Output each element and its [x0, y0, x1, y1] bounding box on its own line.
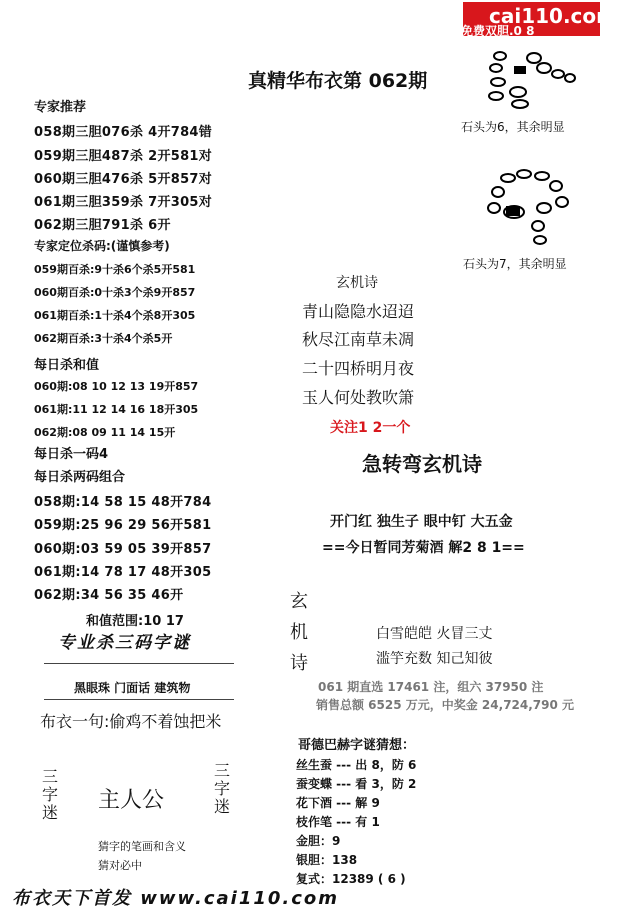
kill-row: 060期百杀:0十杀3个杀9开857 — [34, 286, 196, 299]
sum-heading: 每日杀和值 — [34, 358, 100, 373]
kill-row: 061期百杀:1十杀4个杀8开305 — [34, 309, 196, 322]
gd-row: 丝生蚕 --- 出 8，防 6 — [296, 758, 417, 772]
two-code-row: 059期:25 96 29 56开581 — [34, 518, 212, 533]
stone-caption: 石头为6，其余明显 — [461, 120, 565, 134]
sum-range: 和值范围:10 17 — [86, 614, 184, 629]
expert-row: 062期三胆791杀 6开 — [34, 218, 171, 233]
page-title: 真精华布衣第 062期 — [248, 70, 428, 92]
expert-row: 059期三胆487杀 2开581对 — [34, 149, 213, 164]
logo-site-text: cai110.com — [489, 4, 617, 28]
xuanji-line: 滥竽充数 知己知彼 — [376, 651, 493, 667]
phrase-line: 开门红 独生子 眼中钉 大五金 — [330, 514, 513, 530]
phrase-line: ==今日暂同芳菊酒 解2 8 1== — [322, 540, 525, 556]
poem-line: 二十四桥明月夜 — [302, 359, 415, 378]
pearl-line: 黑眼珠 门面话 建筑物 — [74, 681, 191, 695]
hint-line: 猜对必中 — [98, 859, 142, 872]
three-char-right: 三字迷 — [213, 761, 230, 816]
logo-subtitle: 免费双胆.0 8 — [461, 24, 535, 38]
gd-row: 银胆：138 — [296, 853, 358, 867]
poem-heading: 玄机诗 — [336, 275, 378, 291]
poem-line: 秋尽江南草未凋 — [302, 330, 415, 349]
turn-title: 急转弯玄机诗 — [362, 452, 482, 476]
sum-row: 061期:11 12 14 16 18开305 — [34, 403, 199, 416]
gd-row: 花下酒 --- 解 9 — [296, 796, 380, 810]
divider — [44, 699, 234, 700]
divider — [44, 663, 234, 664]
kill-heading: 专家定位杀码:(谨慎参考) — [34, 239, 170, 253]
kill-row: 059期百杀:9十杀6个杀5开581 — [34, 263, 196, 276]
expert-heading: 专家推荐 — [34, 100, 87, 115]
expert-row: 058期三胆076杀 4开784错 — [34, 125, 213, 140]
poem-line: 青山隐隐水迢迢 — [302, 302, 415, 321]
two-code-row: 061期:14 78 17 48开305 — [34, 565, 212, 580]
two-code-row: 060期:03 59 05 39开857 — [34, 542, 212, 557]
gd-row: 复式：12389 ( 6 ) — [296, 872, 406, 886]
stone-chain-image — [486, 168, 572, 246]
three-char-center: 主人公 — [98, 788, 165, 813]
three-char-left: 三字迷 — [41, 767, 58, 822]
gd-heading: 哥德巴赫字谜猜想： — [298, 738, 416, 753]
two-code-row: 062期:34 56 35 46开 — [34, 588, 184, 603]
two-code-row: 058期:14 58 15 48开784 — [34, 495, 212, 510]
poem-line: 玉人何处教吹箫 — [302, 388, 415, 407]
site-logo — [461, 2, 617, 38]
expert-row: 061期三胆359杀 7开305对 — [34, 195, 213, 210]
xuanji-vertical: 玄机诗 — [290, 591, 308, 674]
two-code-heading: 每日杀两码组合 — [34, 470, 126, 485]
footer-text: 布衣天下首发 www.cai110.com — [12, 888, 340, 909]
expert-row: 060期三胆476杀 5开857对 — [34, 172, 213, 187]
one-code: 每日杀一码4 — [34, 447, 109, 462]
sum-row: 060期:08 10 12 13 19开857 — [34, 380, 199, 393]
xuanji-line: 白雪皑皑 火冒三丈 — [376, 626, 493, 642]
gd-row: 金胆：9 — [296, 834, 341, 848]
gd-row: 蚕变蝶 --- 看 3，防 2 — [296, 777, 417, 791]
sales-line: 销售总额 6525 万元，中奖金 24,724,790 元 — [316, 698, 575, 712]
riddle-title: 专业杀三码字谜 — [58, 633, 191, 653]
sum-row: 062期:08 09 11 14 15开 — [34, 426, 176, 439]
saying-line: 布衣一句:偷鸡不着蚀把米 — [40, 712, 222, 731]
gd-row: 枝作笔 --- 有 1 — [296, 815, 380, 829]
kill-row: 062期百杀:3十杀4个杀5开 — [34, 332, 173, 345]
hint-line: 猜字的笔画和含义 — [98, 840, 186, 853]
sales-line: 061 期直选 17461 注，组六 37950 注 — [318, 680, 544, 694]
stone-chain-image — [486, 44, 586, 114]
focus-line: 关注1 2一个 — [330, 420, 411, 436]
stone-caption: 石头为7，其余明显 — [463, 257, 567, 271]
